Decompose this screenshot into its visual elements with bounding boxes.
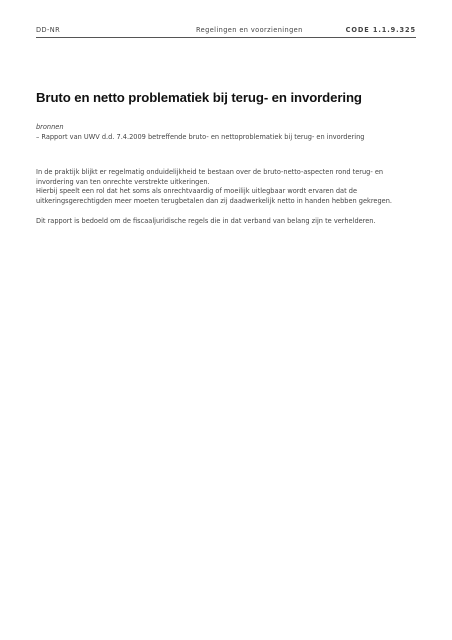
paragraph: In de praktijk blijkt er regelmatig onduidelijkheid te bestaan over de bruto-netto-aspecten rond terug- en invordering van ten onrechte verstrekte uitkeringen.	[36, 168, 384, 186]
body-text	[36, 168, 420, 226]
header-section-title: Regelingen en voorzieningen	[196, 26, 303, 34]
sources-item: – Rapport van UWV d.d. 7.4.2009 betreffende bruto- en nettoproblematiek bij terug- en invordering	[36, 132, 365, 141]
sources-block	[36, 123, 426, 142]
header-reference: DD-NR	[36, 26, 61, 34]
paragraph: Hierbij speelt een rol dat het soms als onrechtvaardig of moeilijk uitlegbaar wordt ervaren dat de uitkeringsgerechtigden meer moeten terugbetalen dan zij daadwerkelijk netto in handen hebben gekregen.	[36, 187, 392, 206]
paragraph: Dit rapport is bedoeld om de fiscaaljuridische regels die in dat verband van belang zijn te verhelderen.	[36, 216, 376, 225]
header-code: CODE 1.1.9.325	[345, 26, 416, 34]
header-divider	[36, 37, 416, 38]
document-title: Bruto en netto problematiek bij terug- en invordering	[36, 90, 362, 105]
sources-label: bronnen	[36, 123, 64, 131]
